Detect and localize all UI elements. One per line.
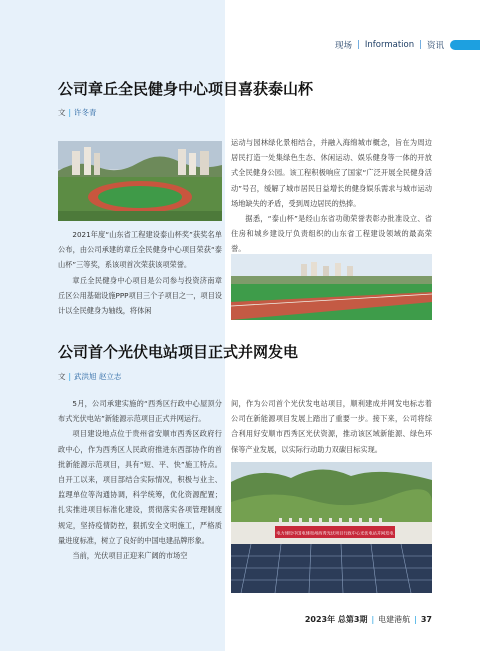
header-accent-bar: [450, 40, 480, 50]
byline-label: 文: [58, 372, 66, 381]
footer-issue: 2023年 总第3期: [304, 615, 368, 624]
banner-text: 电力建设中国电建贵州西秀光伏项目行政中心光伏电站并网发电: [276, 530, 394, 536]
footer-separator: |: [371, 615, 375, 624]
article2-paragraph: 项目建设地点位于贵州省安顺市西秀区政府行政中心，作为西秀区人民政府推进东西部协作的首批新能源示范项目，具有“短、平、快”施工特点。自开工以来，项目部结合实际情况，积极与业主、监理单位等沟通协调，科学统筹，优化资源配置；扎实推进项目标准化建设，贯彻落实各项管理制度规定，坚持疫情防控，狠抓安全文明施工，严格质量进度标准，树立了良好的中国电建品牌形象。: [58, 429, 222, 545]
article2-paragraph: 间，作为公司首个光伏发电站项目，顺利建成并网发电标志着公司在新能源项目发展上踏出了重要一步。接下来，公司将综合利用好安顺市西秀区光伏资源，推动该区域新能源、绿色环保等产业发展，以实际行动助力双碳目标实现。: [231, 399, 432, 454]
article1-paragraph: 2021年度“山东省工程建设泰山杯奖”获奖名单公布，由公司承建的章丘全民健身中心项目荣获“泰山杯”三等奖，系该项首次荣获该项荣誉。: [58, 230, 222, 270]
section-header: [335, 38, 480, 52]
footer-separator: |: [414, 615, 417, 624]
article2-title: 公司首个光伏电站项目正式并网发电: [58, 343, 299, 361]
article2-paragraph: 当前，光伏项目正迎来广阔的市场空: [72, 551, 188, 561]
header-separator: |: [357, 40, 360, 50]
header-item-scene: 现场: [335, 41, 353, 51]
article2-paragraph: 5月，公司承建实施的“西秀区行政中心屋顶分布式光伏电站”新能源示范项目正式并网运行。: [58, 399, 222, 424]
header-separator: |: [419, 40, 422, 50]
article1-left-column: [58, 227, 222, 318]
footer-magazine-name: 电建港航: [378, 615, 411, 624]
header-item-information: Information: [364, 40, 415, 50]
article1-author: 许冬青: [74, 108, 97, 117]
page-footer: [305, 614, 432, 625]
article2-right-column: [231, 396, 432, 457]
article1-title: 公司章丘全民健身中心项目喜获泰山杯: [58, 80, 314, 98]
article2-authors: 武洪旭 赵立志: [74, 372, 122, 381]
article1-paragraph: 章丘全民健身中心项目是公司参与投资济南章丘区公用基础设施PPP项目三个子项目之一，项目设计以全民健身为轴线，将体闲: [58, 275, 222, 316]
header-item-news: 资讯: [426, 41, 444, 51]
sports-park-aerial-photo: [58, 141, 222, 221]
sports-field-photo: [231, 254, 432, 320]
byline-separator: |: [68, 108, 72, 117]
article1-paragraph: 据悉，“泰山杯”是经山东省功勋荣誉表彰办批准设立、省住房和城乡建设厅负责组织的山东省工程建设领域的最高荣誉。: [231, 214, 432, 254]
article2-byline: [58, 371, 121, 382]
article2-left-column: [58, 396, 222, 563]
page-number: 37: [420, 615, 432, 624]
article1-paragraph: 运动与园林绿化景相结合，并融入海绵城市概念，旨在为周边居民打造一处集绿色生态、休闲运动、娱乐健身等一体的开放式全民健身公园。该工程积极响应了国家“广泛开展全民健身活动”号召，缓解了城市居民日益增长的健身娱乐需求与城市运动场地缺失的矛盾，受到周边居民的热捧。: [231, 138, 432, 208]
article1-byline: [58, 107, 97, 118]
byline-label: 文: [58, 108, 66, 117]
byline-separator: |: [68, 372, 72, 381]
solar-power-station-photo: [231, 462, 432, 593]
article1-right-column: [231, 135, 432, 257]
